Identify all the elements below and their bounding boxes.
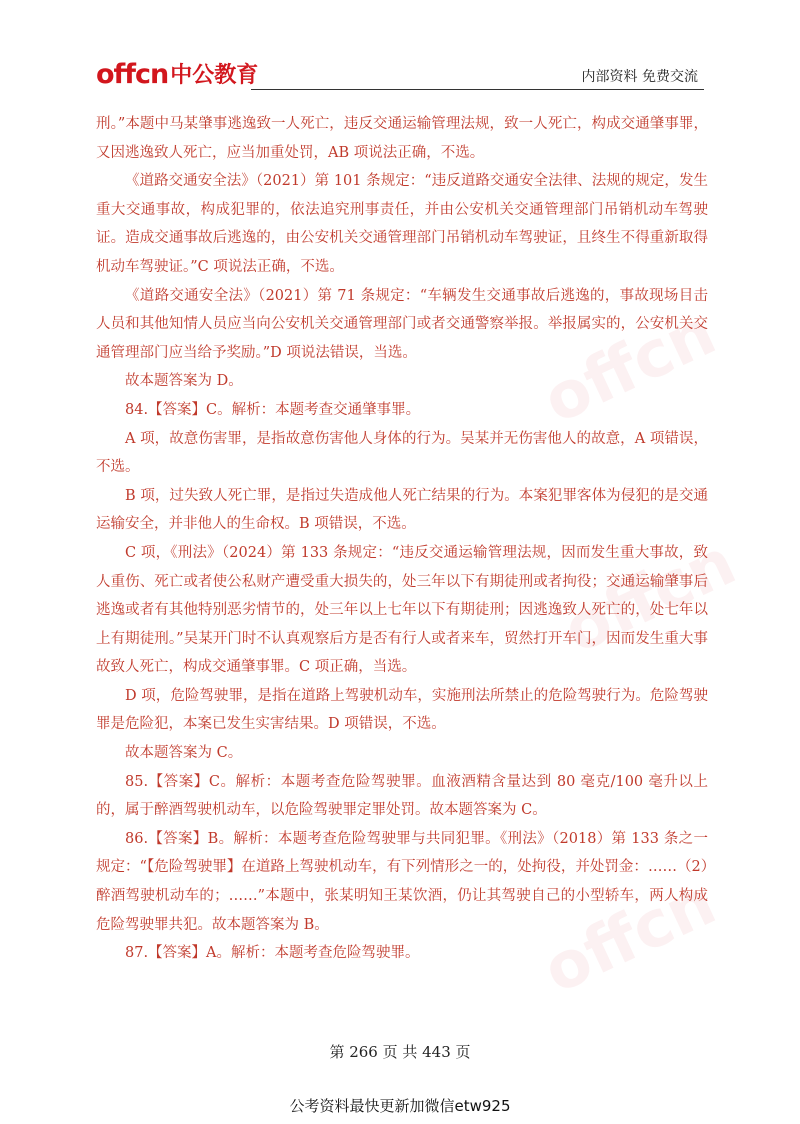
header-divider (251, 89, 704, 90)
header-label: 内部资料 免费交流 (581, 69, 698, 85)
page-number: 第 266 页 共 443 页 (329, 1043, 471, 1061)
paragraph-7: B 项，过失致人死亡罪，是指过失造成他人死亡结果的行为。本案犯罪客体为侵犯的是交通运输安全，并非他人的生命权。B 项错误，不选。 (96, 487, 708, 533)
watermark-3: offcn (532, 865, 727, 1009)
paragraph-2: 《道路交通安全法》（2021）第 101 条规定：“违反道路交通安全法律、法规的规定，发生重大交通事故，构成犯罪的，依法追究刑事责任，并由公安机关交通管理部门吊销机动车驾驶证。造成交通事故后逃逸的，由公安机关交通管理部门吊销机动车驾驶证，且终生不得重新取得机动车驾驶证。”C 项说法正确，不选。 (96, 173, 708, 275)
paragraph-6: A 项，故意伤害罪，是指故意伤害他人身体的行为。吴某并无伤害他人的故意，A 项错误，不选。 (96, 430, 708, 476)
paragraph-8: C 项，《刑法》（2024）第 133 条规定：“违反交通运输管理法规，因而发生重大事故，致人重伤、死亡或者使公私财产遭受重大损失的，处三年以下有期徒刑或者拘役；交通运输肇事后逃逸或者有其他特别恶劣情节的，处三年以上七年以下有期徒刑；因逃逸致人死亡的，处七年以上有期徒刑。”吴某开门时不认真观察后方是否有行人或者来车，贸然打开车门，因而发生重大事故致人死亡，构成交通肇事罪。C 项正确，当选。 (96, 544, 708, 676)
paragraph-5: 84.【答案】C。解析：本题考查交通肇事罪。 (125, 401, 421, 418)
document-body (96, 110, 708, 968)
logo-en-text: offcn (96, 59, 169, 90)
offcn-logo (96, 56, 258, 90)
paragraph-1: 刑。”本题中马某肇事逃逸致一人死亡，违反交通运输管理法规，致一人死亡，构成交通肇事罪，又因逃逸致人死亡，应当加重处罚，AB 项说法正确，不选。 (96, 116, 708, 161)
paragraph-10: 故本题答案为 C。 (125, 745, 243, 762)
paragraph-11: 85.【答案】C。解析：本题考查危险驾驶罪。血液酒精含量达到 80 毫克/100 毫升以上的，属于醉酒驾驶机动车，以危险驾驶罪定罪处罚。故本题答案为 C。 (96, 773, 708, 819)
paragraph-12: 86.【答案】B。解析：本题考查危险驾驶罪与共同犯罪。《刑法》（2018）第 133 条之一规定：“【危险驾驶罪】在道路上驾驶机动车，有下列情形之一的，处拘役，并处罚金：……（2）醉酒驾驶机动车的；……”本题中，张某明知王某饮酒，仍让其驾驶自己的小型轿车，两人构成危险驾驶罪共犯。故本题答案为 B。 (96, 830, 708, 933)
paragraph-13: 87.【答案】A。解析：本题考查危险驾驶罪。 (125, 945, 420, 962)
paragraph-3: 《道路交通安全法》（2021）第 71 条规定：“车辆发生交通事故后逃逸的，事故现场目击人员和其他知情人员应当向公安机关交通管理部门或者交通警察举报。举报属实的，公安机关交通管理部门应当给予奖励。”D 项说法错误，当选。 (96, 287, 708, 361)
paragraph-4: 故本题答案为 D。 (125, 373, 243, 390)
paragraph-9: D 项，危险驾驶罪，是指在道路上驾驶机动车，实施刑法所禁止的危险驾驶行为。危险驾驶罪是危险犯，本案已发生实害结果。D 项错误，不选。 (96, 687, 708, 733)
watermark-2: offcn (552, 525, 747, 669)
watermark-1: offcn (532, 295, 727, 439)
page-header (96, 56, 704, 90)
logo-cn-text: 中公教育 (170, 63, 259, 88)
footer-note: 公考资料最快更新加微信etw925 (289, 1097, 511, 1115)
